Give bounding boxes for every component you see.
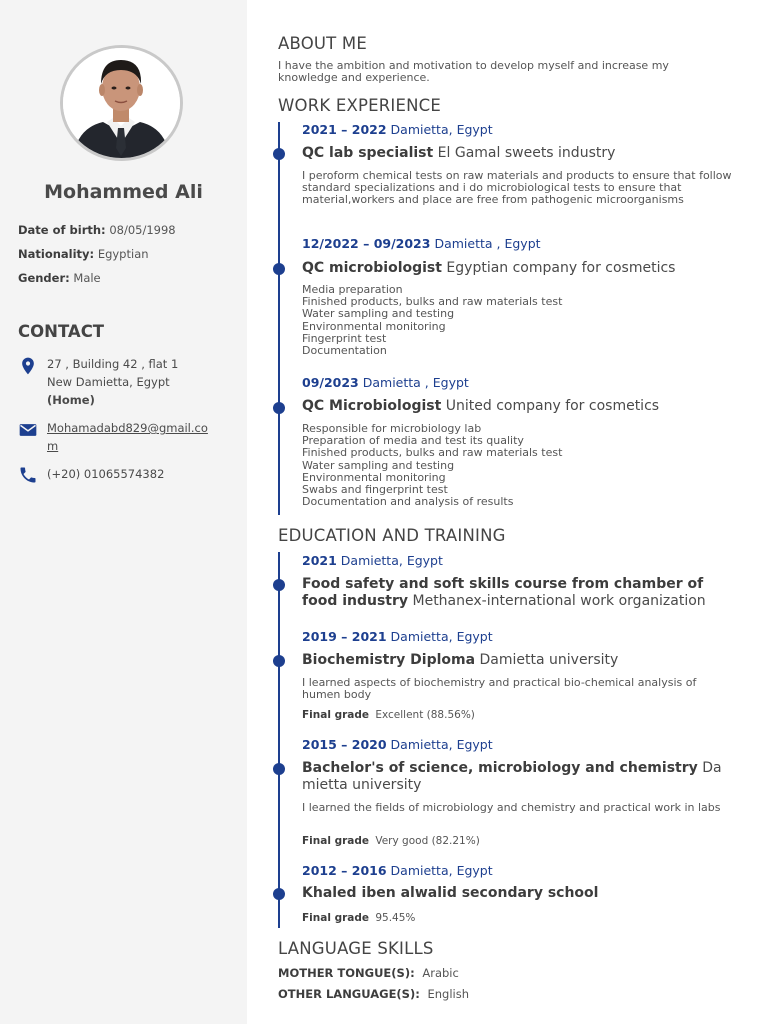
edu-entry-3-role: Bachelor's of science, microbiology and chemistry (302, 760, 698, 776)
edu-entry-2-role: Biochemistry Diploma (302, 652, 476, 668)
profile-photo (60, 45, 183, 161)
work-entry-1-years: 2021 – 2022 (302, 122, 387, 137)
work-entry-3-title (302, 398, 732, 415)
work-entry-3-desc (302, 423, 732, 508)
gender (18, 271, 101, 285)
phone-icon (18, 465, 38, 485)
edu-entry-1-location: Damietta, Egypt (340, 553, 443, 568)
edu-entry-4-years: 2012 – 2016 (302, 863, 387, 878)
edu-entry-4-role: Khaled iben alwalid secondary school (302, 885, 599, 901)
edu-entry-4-grade (302, 912, 415, 924)
gender-value: Male (73, 271, 101, 285)
work-entry-1-desc (302, 170, 732, 207)
other-language-label: OTHER LANGUAGE(S): (278, 987, 420, 1001)
edu-entry-4-location: Damietta, Egypt (390, 863, 493, 878)
edu-entry-1-org: Methanex-international work organization (412, 593, 706, 609)
work-entry-2-desc-line: Water sampling and testing (302, 307, 455, 321)
edu-entry-3-title (302, 760, 732, 794)
edu-entry-4-date (302, 863, 493, 878)
work-entry-2-years: 12/2022 – 09/2023 (302, 236, 431, 251)
envelope-icon (18, 420, 38, 440)
map-pin-icon (18, 356, 38, 376)
edu-entry-3-desc: I learned the fields of microbiology and chemistry and practical work in labs (302, 801, 721, 814)
work-entry-3-years: 09/2023 (302, 375, 359, 390)
work-entry-1-location: Damietta, Egypt (390, 122, 493, 137)
work-entry-3-desc-line: Responsible for microbiology lab (302, 422, 482, 435)
mother-tongue-value: Arabic (422, 966, 459, 980)
work-entry-3-location: Damietta , Egypt (362, 375, 469, 390)
edu-entry-4-title (302, 885, 732, 902)
address-type: (Home) (47, 393, 95, 407)
date-of-birth (18, 223, 176, 237)
nationality-label: Nationality: (18, 247, 95, 261)
grade-label: Final grade (302, 912, 370, 924)
edu-entry-2-desc: I learned aspects of biochemistry and practical bio-chemical analysis of humen body (302, 676, 697, 702)
about-text: I have the ambition and motivation to develop myself and increase my knowledge and experience. (278, 59, 669, 84)
contact-email (47, 419, 217, 455)
mother-tongue-label: MOTHER TONGUE(S): (278, 966, 415, 980)
education-heading: EDUCATION AND TRAINING (278, 526, 506, 545)
other-language (278, 987, 469, 1001)
work-entry-2-desc-line: Documentation (302, 344, 387, 358)
work-entry-3-role: QC Microbiologist (302, 398, 442, 414)
work-entry-2-date (302, 236, 541, 251)
work-entry-2-desc-line: Finished products, bulks and raw materials test (302, 295, 563, 309)
work-entry-1-desc-line: I peroform chemical tests on raw materials and products to ensure that follow standard specializations and i do microbiological tests to ensure that material,workers and place are free from pathogenic microorganisms (302, 169, 732, 207)
work-entry-3-desc-line: Documentation and analysis of results (302, 495, 514, 509)
work-entry-2-desc (302, 284, 732, 357)
work-entry-2-desc-line: Fingerprint test (302, 331, 387, 345)
edu-entry-3-grade (302, 835, 480, 847)
work-entry-3-desc-line: Finished products, bulks and raw materials test (302, 446, 563, 460)
sidebar (0, 0, 247, 1024)
edu-entry-1-title (302, 576, 732, 610)
edu-entry-3-org: Damietta university (302, 760, 722, 793)
timeline-dot (273, 763, 285, 775)
work-entry-2-desc-line: Environmental monitoring (302, 319, 446, 333)
contact-phone: (+20) 01065574382 (47, 467, 165, 481)
edu-entry-2-location: Damietta, Egypt (390, 629, 493, 644)
work-entry-3-org: United company for cosmetics (445, 398, 660, 414)
edu-entry-3-date (302, 737, 493, 752)
work-entry-3-desc-line: Environmental monitoring (302, 470, 446, 484)
gender-label: Gender: (18, 271, 70, 285)
work-entry-2-desc-line: Media preparation (302, 283, 403, 296)
edu-entry-2-grade (302, 709, 475, 721)
timeline-dot (273, 888, 285, 900)
work-entry-2-org: Egyptian company for cosmetics (446, 260, 676, 276)
work-entry-3-desc-line: Water sampling and testing (302, 458, 455, 472)
work-entry-3-date (302, 375, 469, 390)
work-experience-heading: WORK EXPERIENCE (278, 96, 441, 115)
address-line-1: 27 , Building 42 , flat 1 (47, 357, 179, 371)
date-of-birth-value: 08/05/1998 (109, 223, 176, 237)
nationality-value: Egyptian (97, 247, 149, 261)
edu-entry-2-date (302, 629, 493, 644)
contact-address (47, 355, 222, 409)
other-language-value: English (427, 987, 470, 1001)
date-of-birth-label: Date of birth: (18, 223, 106, 237)
address-line-2: New Damietta, Egypt (47, 375, 170, 389)
work-entry-2-title (302, 260, 732, 277)
nationality (18, 247, 149, 261)
work-timeline-line (278, 122, 280, 515)
work-entry-3-desc-line: Preparation of media and test its quality (302, 434, 524, 448)
grade-value: Very good (82.21%) (375, 835, 480, 847)
timeline-dot (273, 148, 285, 160)
timeline-dot (273, 263, 285, 275)
edu-entry-1-role: Food safety and soft skills course from chamber of food industry (302, 576, 704, 609)
grade-label: Final grade (302, 709, 370, 721)
work-entry-1-date (302, 122, 493, 137)
grade-value: 95.45% (375, 912, 416, 924)
work-entry-3-desc-line: Swabs and fingerprint test (302, 483, 448, 497)
mother-tongue (278, 966, 459, 980)
work-entry-1-title (302, 145, 732, 162)
edu-entry-3-years: 2015 – 2020 (302, 737, 387, 752)
edu-entry-2-org: Damietta university (479, 652, 619, 668)
about-heading: ABOUT ME (278, 34, 367, 53)
timeline-dot (273, 655, 285, 667)
work-entry-2-role: QC microbiologist (302, 260, 442, 276)
edu-entry-1-date (302, 553, 443, 568)
language-skills-heading: LANGUAGE SKILLS (278, 939, 434, 958)
email-link[interactable]: Mohamadabd829@gmail.com (47, 421, 208, 453)
edu-entry-2-title (302, 652, 732, 669)
profile-name: Mohammed Ali (44, 181, 203, 203)
education-timeline-line (278, 552, 280, 928)
profile-photo-image (63, 48, 180, 158)
timeline-dot (273, 402, 285, 414)
work-entry-1-org: El Gamal sweets industry (437, 145, 616, 161)
edu-entry-1-years: 2021 (302, 553, 337, 568)
edu-entry-3-location: Damietta, Egypt (390, 737, 493, 752)
grade-value: Excellent (88.56%) (375, 709, 475, 721)
edu-entry-2-years: 2019 – 2021 (302, 629, 387, 644)
timeline-dot (273, 579, 285, 591)
work-entry-1-role: QC lab specialist (302, 145, 434, 161)
work-entry-2-location: Damietta , Egypt (434, 236, 541, 251)
grade-label: Final grade (302, 835, 370, 847)
contact-heading: CONTACT (18, 322, 105, 341)
